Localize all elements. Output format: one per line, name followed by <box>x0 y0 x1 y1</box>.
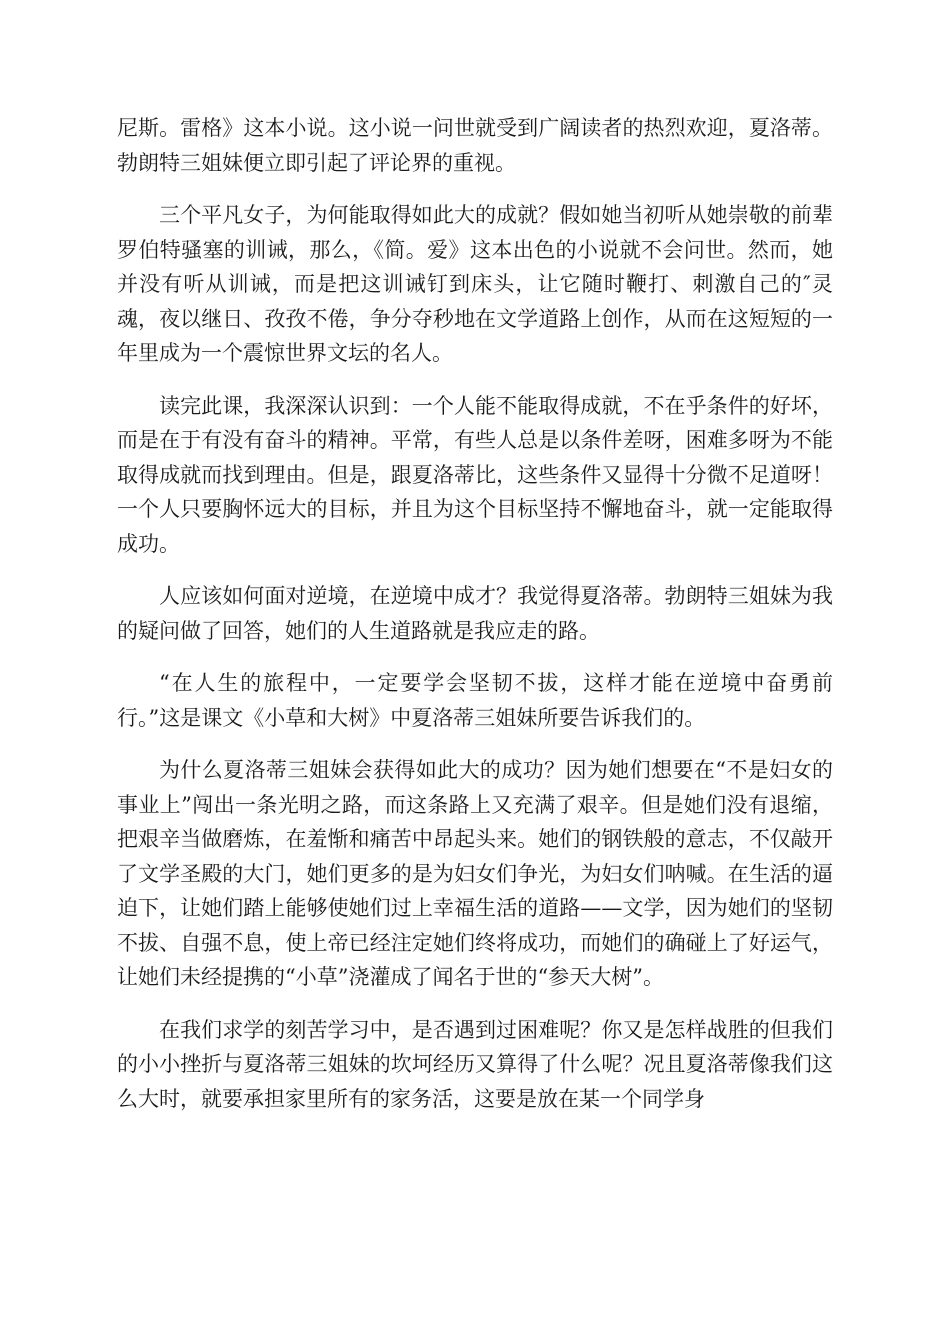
paragraph-7: 在我们求学的刻苦学习中，是否遇到过困难呢？你又是怎样战胜的但我们的小小挫折与夏洛蒂三姐妹的坎坷经历又算得了什么呢？况且夏洛蒂像我们这么大时，就要承担家里所有的家务活，这要是放在某一个同学身 <box>117 1017 833 1111</box>
paragraph-1: 尼斯。雷格》这本小说。这小说一问世就受到广阔读者的热烈欢迎，夏洛蒂。勃朗特三姐妹便立即引起了评论界的重视。 <box>117 116 833 175</box>
paragraph-4: 人应该如何面对逆境，在逆境中成才？我觉得夏洛蒂。勃朗特三姐妹为我的疑问做了回答，她们的人生道路就是我应走的路。 <box>117 584 833 643</box>
document-body <box>117 111 833 1134</box>
paragraph-3: 读完此课，我深深认识到：一个人能不能取得成就，不在乎条件的好坏，而是在于有没有奋斗的精神。平常，有些人总是以条件差呀，困难多呀为不能取得成就而找到理由。但是，跟夏洛蒂比，这些条件又显得十分微不足道呀！一个人只要胸怀远大的目标，并且为这个目标坚持不懈地奋斗，就一定能取得成功。 <box>117 393 833 556</box>
paragraph-2: 三个平凡女子，为何能取得如此大的成就？假如她当初听从她崇敬的前辈罗伯特骚塞的训诫，那么，《简。爱》这本出色的小说就不会问世。然而，她并没有听从训诫，而是把这训诫钉到床头，让它随时鞭打、刺激自己的″灵魂，夜以继日、孜孜不倦，争分夺秒地在文学道路上创作，从而在这短短的一年里成为一个震惊世界文坛的名人。 <box>117 203 833 365</box>
paragraph-6: 为什么夏洛蒂三姐妹会获得如此大的成功？因为她们想要在“不是妇女的事业上”闯出一条光明之路，而这条路上又充满了艰辛。但是她们没有退缩，把艰辛当做磨炼，在羞惭和痛苦中昂起头来。她们的钢铁般的意志，不仅敲开了文学圣殿的大门，她们更多的是为妇女们争光，为妇女们呐喊。在生活的逼迫下，让她们踏上能够使她们过上幸福生活的道路——文学，因为她们的坚韧不拔、自强不息，使上帝已经注定她们终将成功，而她们的确碰上了好运气，让她们未经提携的“小草”浇灌成了闻名于世的“参天大树”。 <box>117 758 833 989</box>
paragraph-5: “在人生的旅程中，一定要学会坚韧不拔，这样才能在逆境中奋勇前行。”这是课文《小草和大树》中夏洛蒂三姐妹所要告诉我们的。 <box>117 671 833 730</box>
